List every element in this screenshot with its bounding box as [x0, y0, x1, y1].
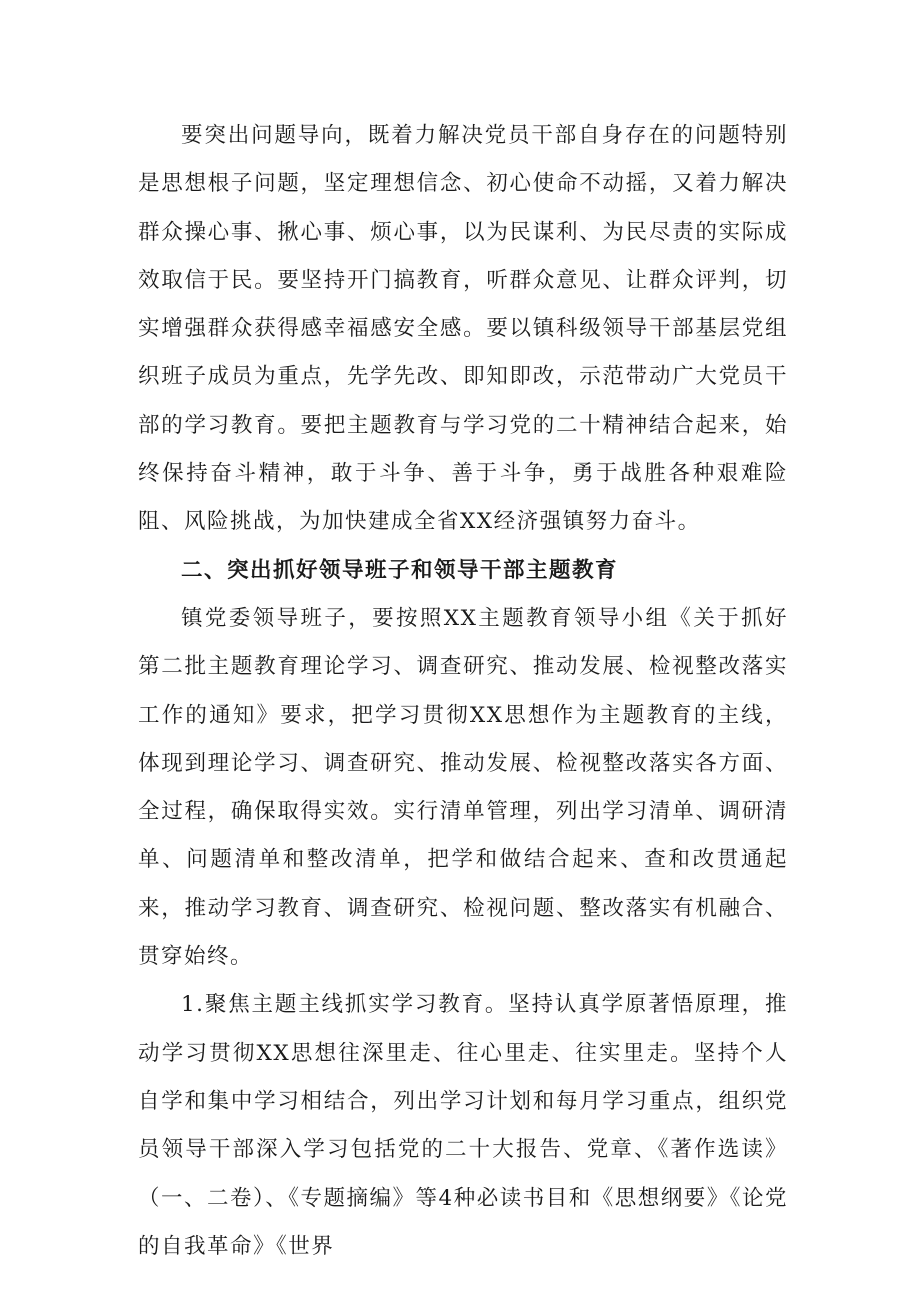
paragraph-party-committee: 镇党委领导班子，要按照XX主题教育领导小组《关于抓好第二批主题教育理论学习、调查研究、推动发展、检视整改落实工作的通知》要求，把学习贯彻XX思想作为主题教育的主线，体现到理论学习、调查研究、推动发展、检视整改落实各方面、全过程，确保取得实效。实行清单管理，列出学习清单、调研清单、问题清单和整改清单，把学和做结合起来、查和改贯通起来，推动学习教育、调查研究、检视问题、整改落实有机融合、贯穿始终。 — [138, 605, 788, 970]
paragraph-problem-orientation: 要突出问题导向，既着力解决党员干部自身存在的问题特别是思想根子问题，坚定理想信念、初心使命不动摇，又着力解决群众操心事、揪心事、烦心事，以为民谋利、为民尽责的实际成效取信于民。要坚持开门搞教育，听群众意见、让群众评判，切实增强群众获得感幸福感安全感。要以镇科级领导干部基层党组织班子成员为重点，先学先改、即知即改，示范带动广大党员干部的学习教育。要把主题教育与学习党的二十精神结合起来，始终保持奋斗精神，敢于斗争、善于斗争，勇于战胜各种艰难险阻、风险挑战，为加快建成全省XX经济强镇努力奋斗。 — [138, 123, 788, 535]
section-heading-leadership: 二、突出抓好领导班子和领导干部主题教育 — [181, 557, 619, 583]
paragraph-study-education: 1.聚焦主题主线抓实学习教育。坚持认真学原著悟原理，推动学习贯彻XX思想往深里走、往心里走、往实里走。坚持个人自学和集中学习相结合，列出学习计划和每月学习重点，组织党员领导干部深入学习包括党的二十大报告、党章、《著作选读》（一、二卷）、《专题摘编》等4种必读书目和《思想纲要》《论党的自我革命》《世界 — [138, 992, 788, 1259]
